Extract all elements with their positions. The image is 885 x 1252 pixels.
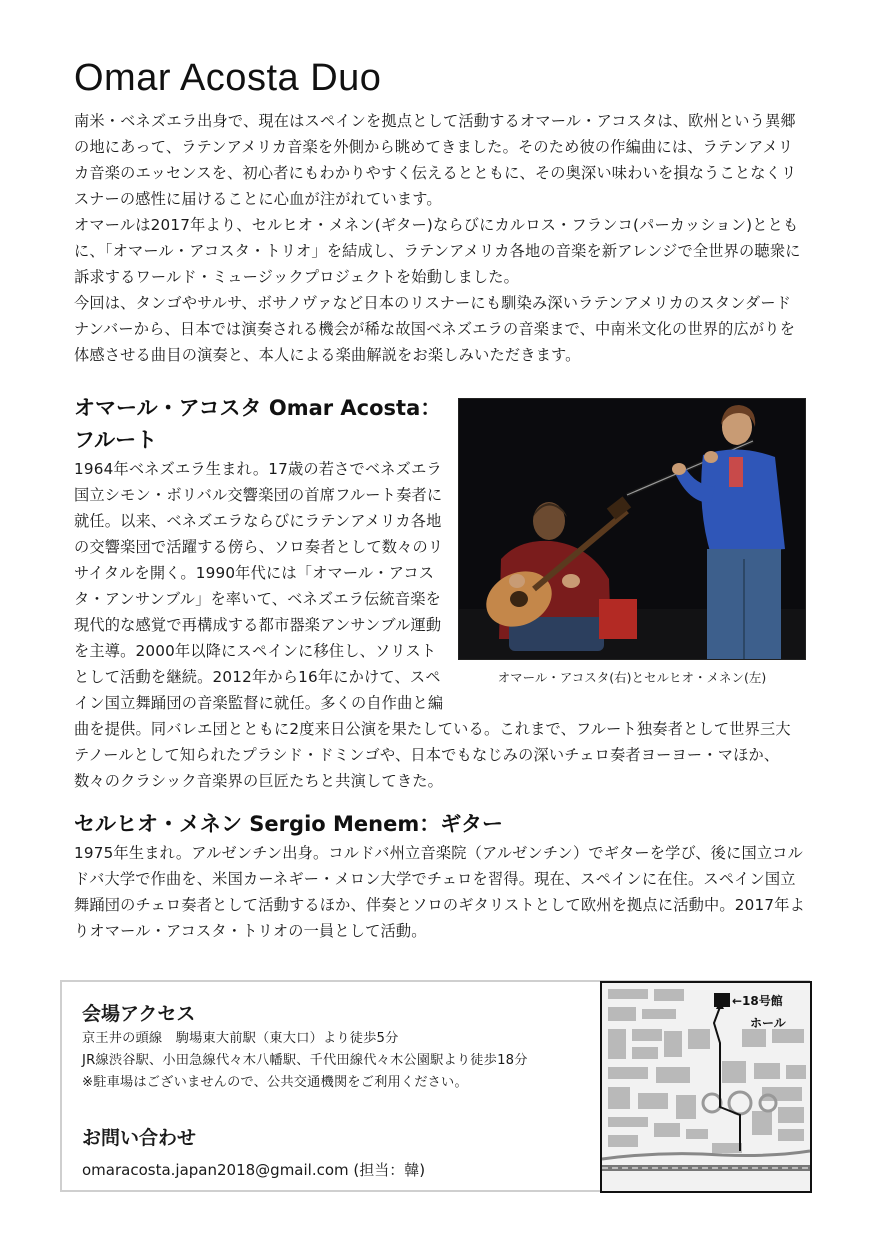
duo-performance-photo — [458, 398, 806, 660]
omar-profile — [74, 392, 806, 794]
map-venue-label: ←18号館 — [732, 994, 783, 1008]
access-heading: 会場アクセス — [82, 1003, 196, 1025]
omar-heading: オマール・アコスタ Omar Acosta：フルート — [74, 396, 442, 452]
intro-paragraph: 今回は、タンゴやサルサ、ボサノヴァなど日本のリスナーにも馴染み深いラテンアメリカのスタンダードナンバーから、日本では演奏される機会が稀な故国ベネズエラの音楽まで、中南米文化の世界的広がりを体感させる曲目の演奏と、本人による楽曲解説をお楽しみいただきます。 — [74, 294, 796, 364]
contact-heading: お問い合わせ — [82, 1127, 197, 1149]
duo-photo-figure — [458, 398, 806, 688]
intro-paragraph: 南米・ベネズエラ出身で、現在はスペインを拠点として活動するオマール・アコスタは、欧州という異郷の地にあって、ラテンアメリカ音楽を外側から眺めてきました。そのため彼の作編曲には、ラテンアメリカ音楽のエッセンスを、初心者にもわかりやすく伝えるとともに、その奥深い味わいを損なうことなくリスナーの感性に届けることに心血が注がれています。 — [74, 112, 797, 208]
campus-map — [600, 981, 812, 1193]
access-info-box — [60, 980, 810, 1192]
access-line: ※駐車場はございませんので、公共交通機関をご利用ください。 — [82, 1075, 468, 1090]
intro-paragraph: オマールは2017年より、セルヒオ・メネン(ギター)ならびにカルロス・フランコ(パーカッション)とともに、「オマール・アコスタ・トリオ」を結成し、ラテンアメリカ各地の音楽を新アレンジで全世界の聴衆に訴求するワールド・ミュージックプロジェクトを始動しました。 — [74, 216, 801, 286]
photo-caption: オマール・アコスタ(右)とセルヒオ・メネン(左) — [497, 670, 767, 685]
campus-map-drawing — [602, 983, 810, 1191]
sergio-heading: セルヒオ・メネン Sergio Menem：ギター — [74, 812, 504, 836]
contact-email[interactable]: omaracosta.japan2018@gmail.com (担当：韓) — [82, 1161, 426, 1179]
access-text — [82, 1000, 602, 1182]
map-hall-label: ホール — [750, 1016, 786, 1030]
access-line: 京王井の頭線 駒場東大前駅（東大口）より徒歩5分 — [82, 1031, 399, 1046]
flyer-page — [74, 54, 806, 944]
access-line: JR線渋谷駅、小田急線代々木八幡駅、千代田線代々木公園駅より徒歩18分 — [82, 1053, 528, 1068]
sergio-bio: 1975年生まれ。アルゼンチン出身。コルドバ州立音楽院（アルゼンチン）でギターを学び、後に国立コルドバ大学で作曲を、米国カーネギー・メロン大学でチェロを習得。現在、スペインに在住。スペイン国立舞踊団のチェロ奏者として活動するほか、伴奏とソロのギタリストとして欧州を拠点に活動中。2017年よりオマール・アコスタ・トリオの一員として活動。 — [74, 844, 805, 940]
omar-bio: 1964年ベネズエラ生まれ。17歳の若さでベネズエラ国立シモン・ボリバル交響楽団の首席フルート奏者に就任。以来、ベネズエラならびにラテンアメリカ各地の交響楽団で活躍する傍ら、ソロ奏者として数々のリサイタルを開く。1990年代には「オマール・アコスタ・アンサンブル」を率いて、ベネズエラ伝統音楽を現代的な感覚で再構成する都市器楽アンサンブル運動を主導。2000年以降にスペインに移住し、ソリストとして活動を継続。2012年から16年にかけて、スペイン国立舞踊団の音楽監督に就任。多くの自作曲と編曲を提供。同バレエ団とともに2度来日公演を果たしている。これまで、フルート独奏者として世界三大テノールとして知られたプラシド・ドミンゴや、日本でもなじみの深いチェロ奏者ヨーヨー・マほか、数々のクラシック音楽界の巨匠たちと共演してきた。 — [74, 460, 791, 790]
page-title: Omar Acosta Duo — [74, 57, 382, 99]
sergio-profile — [74, 808, 806, 944]
intro-section — [74, 108, 806, 368]
